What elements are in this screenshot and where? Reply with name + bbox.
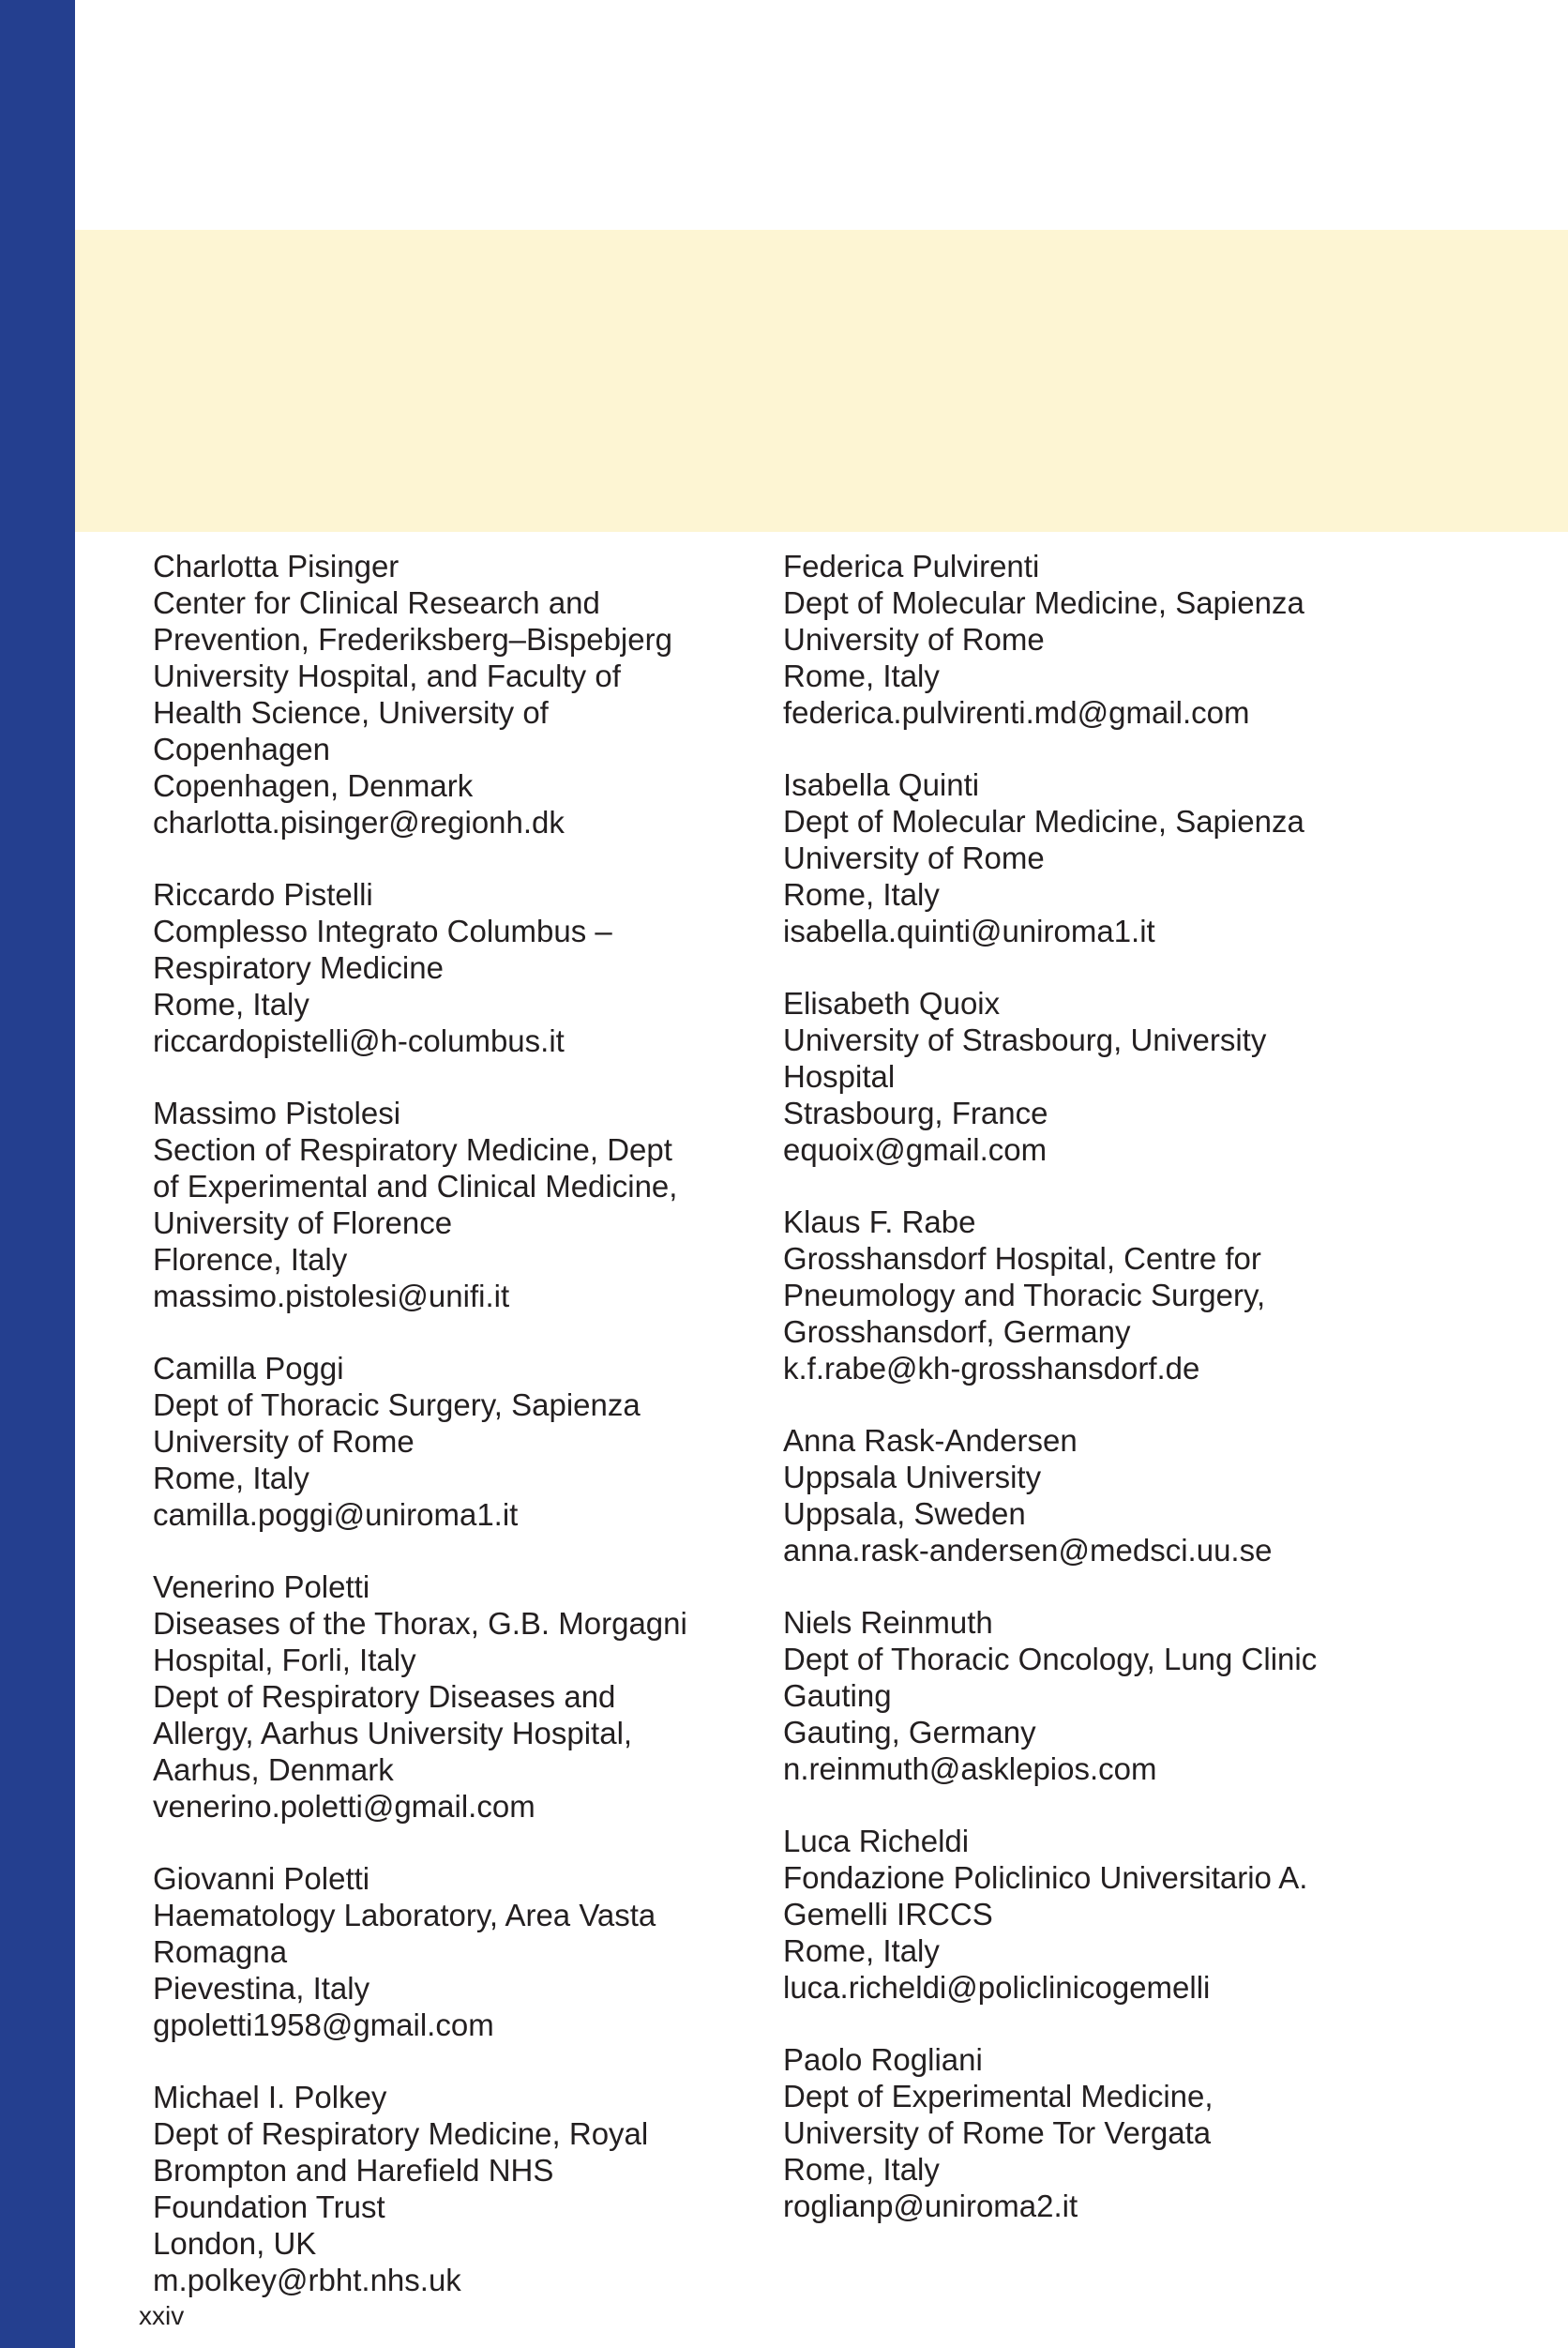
contributor-location: Uppsala, Sweden	[783, 1496, 1026, 1531]
contributor-email: equoix@gmail.com	[783, 1132, 1048, 1167]
contributor-email: charlotta.pisinger@regionh.dk	[153, 805, 565, 840]
contributor-email: anna.rask-andersen@medsci.uu.se	[783, 1533, 1273, 1568]
contributor-detail-line: University of Strasbourg, University	[783, 1023, 1267, 1057]
contributor-location: London, UK	[153, 2226, 317, 2261]
contributor-entry	[153, 1860, 734, 2043]
contributor-detail-line: Copenhagen	[153, 732, 331, 766]
contributor-location: Rome, Italy	[153, 987, 309, 1022]
contributor-name: Federica Pulvirenti	[783, 549, 1040, 583]
contributors-column-left	[153, 548, 734, 2334]
contributor-entry	[783, 766, 1364, 949]
contributor-email: massimo.pistolesi@unifi.it	[153, 1279, 510, 1313]
contributor-entry	[783, 548, 1364, 731]
contributor-location: Rome, Italy	[153, 1461, 309, 1495]
contributor-email: k.f.rabe@kh-grosshansdorf.de	[783, 1351, 1200, 1386]
contributor-email: venerino.poletti@gmail.com	[153, 1789, 535, 1824]
contributor-entry	[783, 1823, 1364, 2006]
contributor-name: Luca Richeldi	[783, 1824, 970, 1858]
contributor-entry	[783, 985, 1364, 1168]
contributor-location: Rome, Italy	[783, 659, 940, 693]
contributor-detail-line: University Hospital, and Faculty of	[153, 659, 621, 693]
contributor-detail-line: Dept of Experimental Medicine,	[783, 2079, 1214, 2113]
contributor-detail-line: University of Florence	[153, 1205, 453, 1240]
contributor-detail-line: Haematology Laboratory, Area Vasta	[153, 1898, 656, 1932]
contributor-name: Venerino Poletti	[153, 1569, 370, 1604]
contributor-detail-line: Pneumology and Thoracic Surgery,	[783, 1278, 1266, 1312]
contributor-email: camilla.poggi@uniroma1.it	[153, 1497, 519, 1532]
contributor-name: Niels Reinmuth	[783, 1605, 993, 1640]
contributor-detail-line: Gemelli IRCCS	[783, 1897, 993, 1931]
contributor-detail-line: Foundation Trust	[153, 2189, 385, 2224]
contributor-detail-line: University of Rome Tor Vergata	[783, 2115, 1212, 2150]
contributor-detail-line: Hospital, Forli, Italy	[153, 1643, 416, 1677]
contributor-location: Rome, Italy	[783, 1933, 940, 1968]
contributor-name: Massimo Pistolesi	[153, 1096, 401, 1130]
contributor-name: Anna Rask-Andersen	[783, 1423, 1078, 1458]
contributor-entry	[153, 1350, 734, 1533]
contributor-entry	[783, 1204, 1364, 1386]
contributor-detail-line: of Experimental and Clinical Medicine,	[153, 1169, 678, 1204]
side-color-bar	[0, 0, 75, 2348]
contributor-detail-line: Dept of Molecular Medicine, Sapienza	[783, 804, 1304, 839]
contributor-name: Paolo Rogliani	[783, 2042, 983, 2077]
contributor-name: Riccardo Pistelli	[153, 877, 373, 912]
contributor-detail-line: Romagna	[153, 1934, 288, 1969]
contributor-entry	[153, 876, 734, 1059]
contributor-name: Elisabeth Quoix	[783, 986, 1001, 1021]
contributor-entry	[783, 1422, 1364, 1568]
contributor-detail-line: Section of Respiratory Medicine, Dept	[153, 1132, 672, 1167]
contributor-detail-line: Dept of Molecular Medicine, Sapienza	[783, 585, 1304, 620]
contributor-name: Camilla Poggi	[153, 1351, 344, 1386]
header-band	[75, 230, 1568, 532]
contributor-detail-line: Dept of Thoracic Surgery, Sapienza	[153, 1387, 641, 1422]
contributor-email: riccardopistelli@h-columbus.it	[153, 1023, 565, 1058]
contributor-entry	[153, 1095, 734, 1314]
page-number: xxiv	[139, 2301, 185, 2330]
contributor-name: Giovanni Poletti	[153, 1861, 370, 1896]
contributors-column-right	[783, 548, 1364, 2260]
contributor-name: Charlotta Pisinger	[153, 549, 400, 583]
contributor-entry	[153, 548, 734, 841]
contributor-location: Grosshansdorf, Germany	[783, 1314, 1131, 1349]
contributor-detail-line: University of Rome	[783, 841, 1045, 875]
contributor-detail-line: Prevention, Frederiksberg–Bispebjerg	[153, 622, 672, 657]
contributor-location: Pievestina, Italy	[153, 1971, 370, 2006]
contributor-detail-line: Diseases of the Thorax, G.B. Morgagni	[153, 1606, 687, 1641]
contributor-detail-line: Brompton and Harefield NHS	[153, 2153, 554, 2188]
contributor-detail-line: Allergy, Aarhus University Hospital,	[153, 1716, 633, 1750]
contributor-location: Rome, Italy	[783, 2152, 940, 2187]
contributor-email: n.reinmuth@asklepios.com	[783, 1751, 1157, 1786]
contributor-detail-line: Dept of Respiratory Medicine, Royal	[153, 2116, 649, 2151]
contributor-location: Strasbourg, France	[783, 1096, 1048, 1130]
contributor-email: isabella.quinti@uniroma1.it	[783, 914, 1155, 948]
contributor-location: Aarhus, Denmark	[153, 1752, 394, 1787]
contributor-location: Copenhagen, Denmark	[153, 768, 474, 803]
contributor-email: gpoletti1958@gmail.com	[153, 2007, 494, 2042]
contributor-detail-line: Center for Clinical Research and	[153, 585, 600, 620]
contributor-name: Michael I. Polkey	[153, 2080, 387, 2114]
contributor-detail-line: Respiratory Medicine	[153, 950, 444, 985]
contributor-detail-line: Grosshansdorf Hospital, Centre for	[783, 1241, 1261, 1276]
contributor-detail-line: Dept of Thoracic Oncology, Lung Clinic	[783, 1642, 1318, 1676]
contributor-detail-line: Fondazione Policlinico Universitario A.	[783, 1860, 1308, 1895]
contributor-detail-line: Dept of Respiratory Diseases and	[153, 1679, 616, 1714]
contributor-detail-line: Hospital	[783, 1059, 896, 1094]
contributor-detail-line: Uppsala University	[783, 1460, 1042, 1494]
contributor-entry	[783, 1604, 1364, 1787]
contributor-entry	[153, 2079, 734, 2298]
contributor-detail-line: Complesso Integrato Columbus –	[153, 914, 612, 948]
contributor-entry	[153, 1568, 734, 1825]
contributor-email: federica.pulvirenti.md@gmail.com	[783, 695, 1250, 730]
contributor-name: Klaus F. Rabe	[783, 1204, 976, 1239]
contributor-name: Isabella Quinti	[783, 767, 980, 802]
contributor-location: Florence, Italy	[153, 1242, 348, 1277]
contributor-detail-line: Health Science, University of	[153, 695, 549, 730]
contributor-detail-line: University of Rome	[153, 1424, 415, 1459]
contributor-entry	[783, 2041, 1364, 2224]
contributor-email: m.polkey@rbht.nhs.uk	[153, 2263, 461, 2297]
contributor-detail-line: University of Rome	[783, 622, 1045, 657]
contributor-location: Rome, Italy	[783, 877, 940, 912]
contributor-location: Gauting, Germany	[783, 1715, 1036, 1750]
contributor-email: roglianp@uniroma2.it	[783, 2189, 1078, 2223]
contributor-email: luca.richeldi@policlinicogemelli	[783, 1970, 1211, 2005]
contributor-detail-line: Gauting	[783, 1678, 892, 1713]
